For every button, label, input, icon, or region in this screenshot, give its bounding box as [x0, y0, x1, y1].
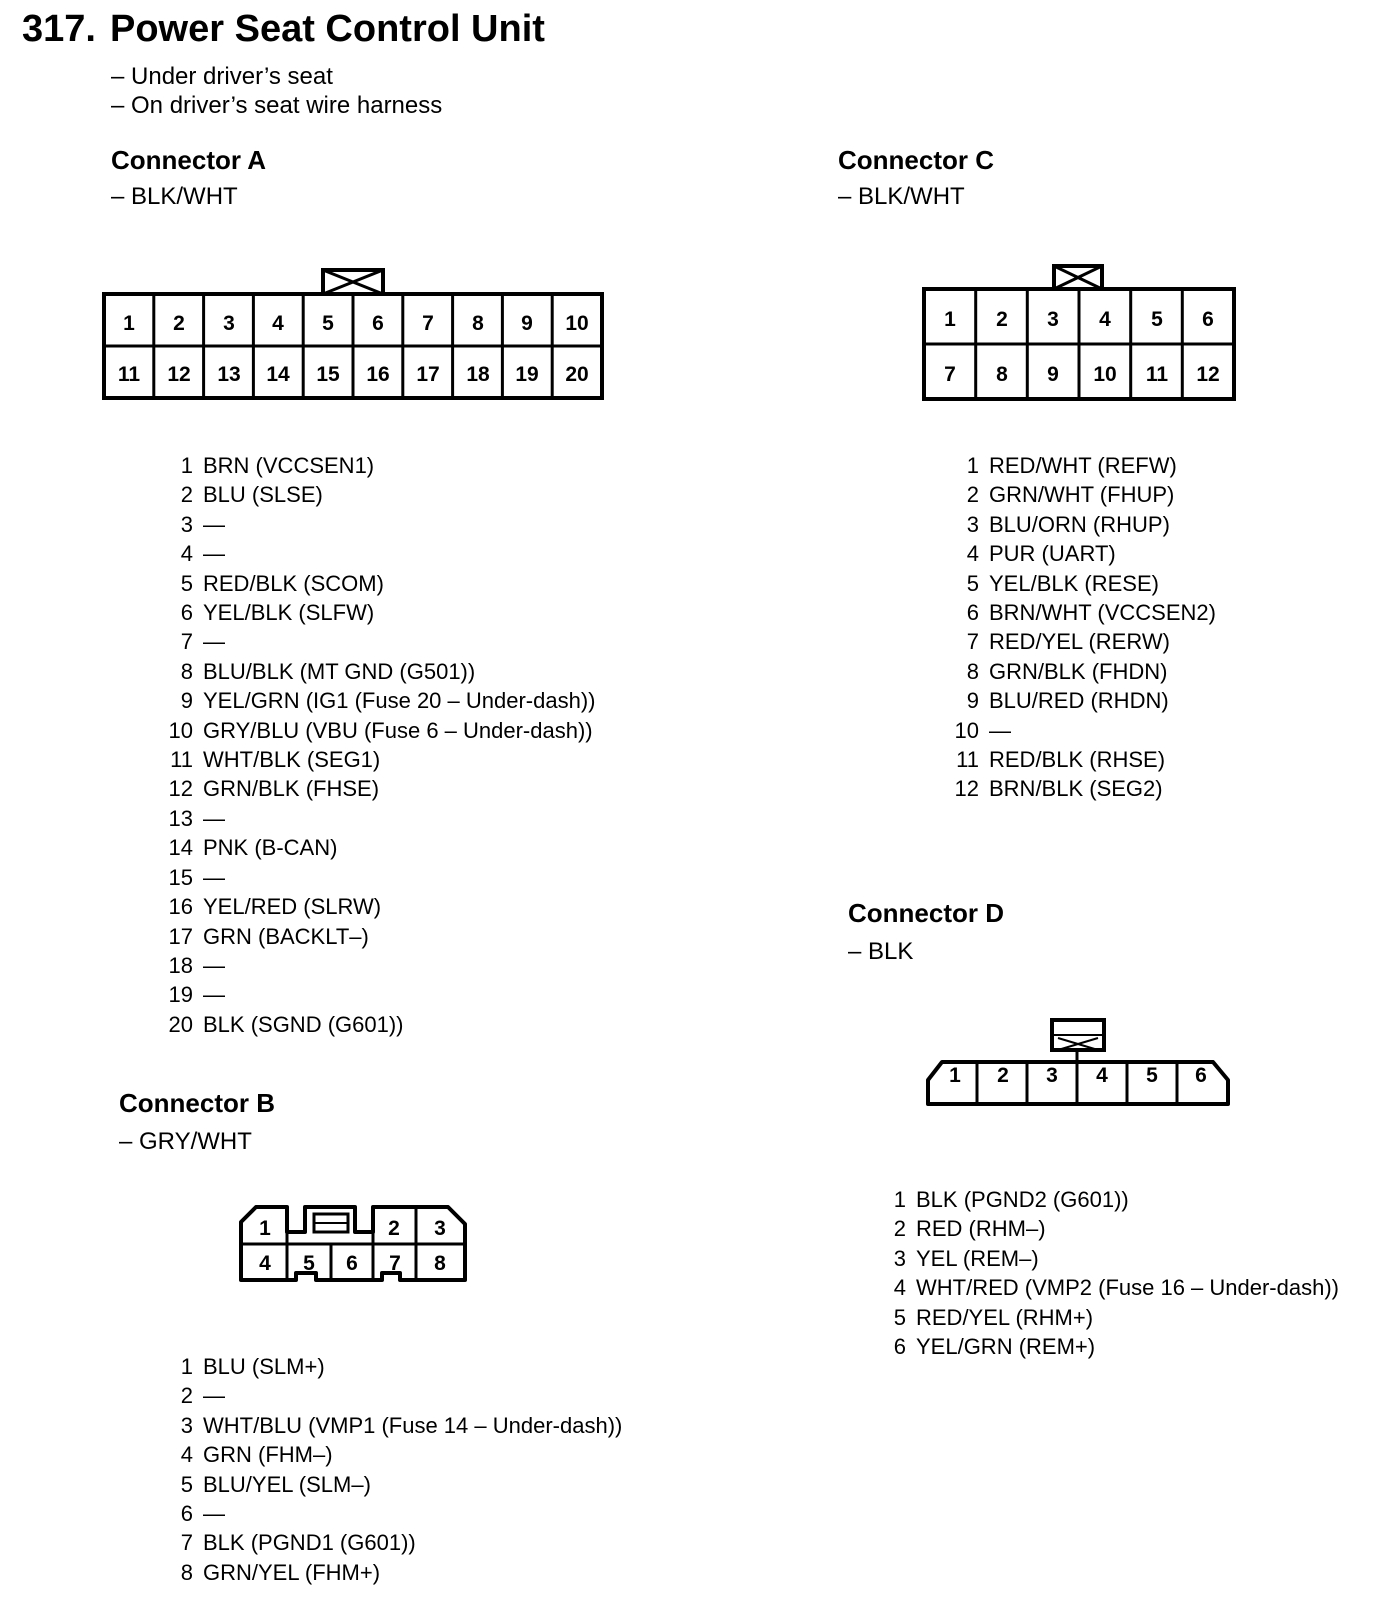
- pin-row: [880, 1214, 1339, 1243]
- cavity-label: 11: [117, 363, 141, 386]
- pin-row: [167, 951, 595, 980]
- cavity-label: 7: [944, 363, 956, 386]
- location-note: – Under driver’s seat: [111, 63, 333, 90]
- pin-row: [167, 657, 595, 686]
- connector-c-cavity-labels: [944, 308, 1220, 386]
- pin-description: —: [203, 1501, 225, 1527]
- pin-description: GRN/WHT (FHUP): [989, 482, 1175, 508]
- pin-row: [167, 1499, 622, 1528]
- pin-number: 4: [180, 541, 193, 567]
- cavity-label: 2: [996, 308, 1008, 331]
- pin-number: 8: [180, 1559, 193, 1585]
- pin-description: YEL/GRN (IG1 (Fuse 20 – Under-dash)): [203, 688, 596, 714]
- pin-number: 12: [168, 776, 193, 802]
- pin-description: RED/YEL (RHM+): [916, 1304, 1094, 1330]
- pin-number: 18: [168, 952, 193, 978]
- section-title: Power Seat Control Unit: [110, 8, 545, 50]
- pin-number: 8: [180, 658, 193, 684]
- pin-description: BLU (SLSE): [203, 482, 323, 508]
- cavity-label: 5: [303, 1252, 315, 1275]
- cavity-label: 3: [1047, 308, 1059, 331]
- pin-description: BLU/RED (RHDN): [989, 688, 1169, 714]
- pin-number: 13: [168, 805, 193, 831]
- cavity-label: 6: [346, 1252, 358, 1275]
- connector-d-title: Connector D: [848, 898, 1004, 928]
- connector-d-diagram: [928, 1020, 1228, 1104]
- pin-number: 19: [168, 982, 193, 1008]
- pin-number: 3: [180, 1412, 193, 1438]
- pin-number: 20: [168, 1011, 193, 1037]
- pin-number: 2: [893, 1216, 906, 1242]
- pin-number: 11: [170, 747, 193, 773]
- pin-number: 2: [966, 482, 979, 508]
- pin-row: [167, 980, 595, 1009]
- pin-number: 1: [180, 453, 193, 478]
- pin-description: BRN (VCCSEN1): [203, 453, 375, 478]
- pin-number: 14: [168, 835, 193, 861]
- pin-description: GRY/BLU (VBU (Fuse 6 – Under-dash)): [203, 717, 593, 743]
- pin-number: 3: [180, 511, 193, 537]
- cavity-label: 6: [1195, 1064, 1207, 1087]
- connector-b-title: Connector B: [119, 1088, 275, 1118]
- cavity-label: 19: [515, 363, 539, 386]
- pin-number: 10: [168, 717, 193, 743]
- cavity-label: 8: [996, 363, 1008, 386]
- cavity-label: 12: [1196, 363, 1220, 386]
- pin-row: [167, 804, 595, 833]
- pin-row: [880, 1332, 1339, 1361]
- pin-description: —: [203, 1383, 225, 1409]
- cavity-label: 8: [472, 312, 484, 335]
- cavity-label: 8: [434, 1252, 446, 1275]
- pin-description: —: [203, 864, 225, 890]
- cavity-label: 11: [1145, 363, 1169, 386]
- pin-row: [167, 833, 595, 862]
- pin-number: 9: [966, 688, 979, 714]
- pin-row: [167, 510, 595, 539]
- pin-row: [953, 716, 1216, 745]
- pin-row: [953, 569, 1216, 598]
- pin-number: 12: [954, 776, 979, 802]
- pin-description: —: [989, 717, 1011, 743]
- pin-row: [953, 686, 1216, 715]
- cavity-label: 5: [322, 312, 334, 335]
- pin-number: 17: [168, 923, 193, 949]
- pin-row: [880, 1303, 1339, 1332]
- pin-row: [167, 480, 595, 509]
- pin-number: 5: [893, 1304, 906, 1330]
- cavity-label: 4: [259, 1252, 271, 1275]
- connector-d-pin-list: [880, 1185, 1339, 1361]
- pin-description: YEL/BLK (RESE): [989, 570, 1159, 596]
- pin-description: WHT/BLU (VMP1 (Fuse 14 – Under-dash)): [203, 1412, 623, 1438]
- cavity-label: 1: [944, 308, 956, 331]
- cavity-label: 16: [366, 363, 390, 386]
- pin-description: BLK (PGND2 (G601)): [916, 1187, 1129, 1212]
- pin-number: 7: [966, 629, 979, 655]
- pin-description: BLU/YEL (SLM–): [203, 1471, 371, 1497]
- pin-row: [167, 1440, 622, 1469]
- cavity-label: 17: [416, 363, 440, 386]
- connector-b-color: – GRY/WHT: [119, 1128, 252, 1155]
- pin-row: [167, 686, 595, 715]
- pin-number: 10: [954, 717, 979, 743]
- cavity-label: 13: [217, 363, 241, 386]
- pin-description: GRN (FHM–): [203, 1442, 333, 1468]
- pin-description: —: [203, 629, 225, 655]
- pin-row: [167, 863, 595, 892]
- pin-row: [167, 892, 595, 921]
- pin-description: YEL/GRN (REM+): [916, 1334, 1096, 1360]
- pin-description: GRN (BACKLT–): [203, 923, 369, 949]
- cavity-label: 12: [167, 363, 191, 386]
- pin-number: 6: [893, 1334, 906, 1360]
- pin-number: 5: [180, 1471, 193, 1497]
- connector-c-diagram: [924, 266, 1234, 399]
- cavity-label: 1: [259, 1217, 271, 1240]
- pin-row: [953, 627, 1216, 656]
- cavity-label: 2: [388, 1217, 400, 1240]
- pin-number: 5: [180, 570, 193, 596]
- pin-row: [953, 657, 1216, 686]
- pin-row: [167, 745, 595, 774]
- pin-description: —: [203, 982, 225, 1008]
- pin-row: [167, 1381, 622, 1410]
- connector-b-pin-list: [167, 1352, 622, 1587]
- pin-description: RED (RHM–): [916, 1216, 1046, 1242]
- cavity-label: 6: [1202, 308, 1214, 331]
- pin-description: RED/YEL (RERW): [989, 629, 1170, 655]
- connector-a-title: Connector A: [111, 145, 267, 175]
- pin-row: [953, 598, 1216, 627]
- pin-description: —: [203, 805, 225, 831]
- pin-description: BLK (SGND (G601)): [203, 1011, 404, 1037]
- pin-number: 4: [180, 1442, 193, 1468]
- pin-description: YEL/RED (SLRW): [203, 894, 382, 920]
- location-note: – On driver’s seat wire harness: [111, 92, 443, 119]
- pin-description: YEL/BLK (SLFW): [203, 600, 375, 626]
- pin-description: WHT/BLK (SEG1): [203, 747, 381, 773]
- cavity-label: 9: [521, 312, 533, 335]
- pin-row: [167, 1528, 622, 1557]
- cavity-label: 15: [316, 363, 340, 386]
- pin-description: RED/BLK (RHSE): [989, 747, 1166, 773]
- pin-description: PUR (UART): [989, 541, 1116, 567]
- cavity-label: 10: [565, 312, 589, 335]
- cavity-label: 20: [565, 363, 589, 386]
- cavity-label: 2: [173, 312, 185, 335]
- pin-number: 4: [893, 1275, 906, 1301]
- pin-description: RED/BLK (SCOM): [203, 570, 384, 596]
- pin-row: [880, 1185, 1339, 1214]
- pin-number: 1: [893, 1187, 906, 1212]
- pin-row: [167, 598, 595, 627]
- pin-row: [953, 510, 1216, 539]
- connector-c-title: Connector C: [838, 145, 994, 175]
- cavity-label: 9: [1047, 363, 1059, 386]
- cavity-label: 10: [1093, 363, 1117, 386]
- pin-number: 4: [966, 541, 979, 567]
- cavity-label: 4: [1099, 308, 1111, 331]
- connector-c-color: – BLK/WHT: [838, 183, 965, 210]
- pin-number: 2: [180, 482, 193, 508]
- pin-row: [880, 1244, 1339, 1273]
- pin-number: 8: [966, 658, 979, 684]
- pin-row: [167, 1010, 595, 1039]
- pin-number: 6: [180, 1501, 193, 1527]
- pin-row: [953, 539, 1216, 568]
- pin-description: —: [203, 952, 225, 978]
- pin-number: 6: [966, 600, 979, 626]
- pin-description: GRN/YEL (FHM+): [203, 1559, 381, 1585]
- pin-description: BRN/BLK (SEG2): [989, 776, 1163, 802]
- connector-c-pin-list: [953, 451, 1216, 804]
- pin-description: BLU/ORN (RHUP): [989, 511, 1170, 537]
- pin-description: BLU/BLK (MT GND (G501)): [203, 658, 476, 684]
- pin-number: 15: [168, 864, 193, 890]
- cavity-label: 5: [1146, 1064, 1158, 1087]
- pin-description: —: [203, 541, 225, 567]
- pin-row: [167, 1470, 622, 1499]
- pin-description: GRN/BLK (FHDN): [989, 658, 1168, 684]
- cavity-label: 14: [266, 363, 290, 386]
- cavity-label: 7: [389, 1252, 401, 1275]
- cavity-label: 1: [123, 312, 135, 335]
- cavity-label: 2: [997, 1064, 1009, 1087]
- pin-number: 2: [180, 1383, 193, 1409]
- pin-number: 9: [180, 688, 193, 714]
- pin-number: 3: [893, 1245, 906, 1271]
- pin-description: PNK (B-CAN): [203, 835, 338, 861]
- pin-number: 11: [956, 747, 979, 773]
- cavity-label: 18: [466, 363, 490, 386]
- cavity-label: 7: [422, 312, 434, 335]
- connector-d-color: – BLK: [848, 938, 914, 965]
- cavity-label: 1: [949, 1064, 961, 1087]
- pin-number: 6: [180, 600, 193, 626]
- pin-row: [953, 774, 1216, 803]
- connector-a-pin-list: [167, 451, 595, 1039]
- pin-number: 16: [168, 894, 193, 920]
- pin-number: 3: [966, 511, 979, 537]
- pin-row: [167, 774, 595, 803]
- pin-description: —: [203, 511, 225, 537]
- pin-row: [953, 480, 1216, 509]
- section-number: 317.: [22, 8, 96, 50]
- pin-description: GRN/BLK (FHSE): [203, 776, 380, 802]
- cavity-label: 3: [223, 312, 235, 335]
- connector-a-color: – BLK/WHT: [111, 183, 238, 210]
- pin-number: 1: [180, 1354, 193, 1379]
- pin-number: 7: [180, 1530, 193, 1556]
- pin-row: [167, 716, 595, 745]
- pin-description: YEL (REM–): [916, 1245, 1039, 1271]
- cavity-label: 4: [1096, 1064, 1108, 1087]
- pin-number: 1: [966, 453, 979, 478]
- pin-row: [167, 569, 595, 598]
- pin-row: [167, 1411, 622, 1440]
- cavity-label: 3: [1046, 1064, 1058, 1087]
- cavity-label: 3: [434, 1217, 446, 1240]
- pin-row: [953, 451, 1216, 480]
- cavity-label: 4: [272, 312, 284, 335]
- pin-row: [167, 922, 595, 951]
- pin-row: [953, 745, 1216, 774]
- pin-number: 7: [180, 629, 193, 655]
- cavity-label: 5: [1151, 308, 1163, 331]
- pin-description: BLK (PGND1 (G601)): [203, 1530, 416, 1556]
- cavity-label: 6: [372, 312, 384, 335]
- pin-description: BRN/WHT (VCCSEN2): [989, 600, 1216, 626]
- pin-row: [167, 1352, 622, 1381]
- pin-description: BLU (SLM+): [203, 1354, 325, 1379]
- pin-row: [167, 627, 595, 656]
- pin-description: RED/WHT (REFW): [989, 453, 1177, 478]
- pin-row: [167, 1558, 622, 1587]
- pin-row: [167, 451, 595, 480]
- pin-number: 5: [966, 570, 979, 596]
- pin-row: [167, 539, 595, 568]
- pin-description: WHT/RED (VMP2 (Fuse 16 – Under-dash)): [916, 1275, 1339, 1301]
- pin-row: [880, 1273, 1339, 1302]
